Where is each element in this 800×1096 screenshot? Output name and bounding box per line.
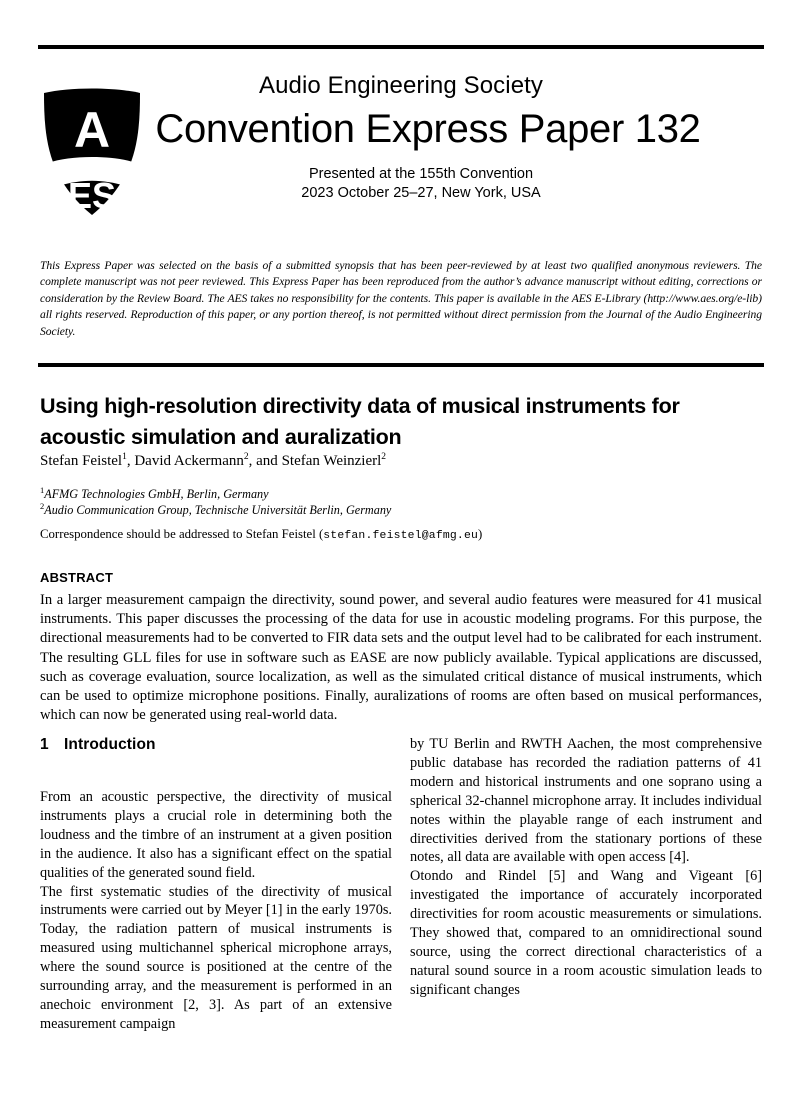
aes-shield-logo-icon [40,87,144,217]
section-heading-introduction [40,735,392,755]
masthead [38,57,764,227]
author-1-sep: , [126,453,135,469]
presented-info [38,165,764,203]
author-1-affil-marker: 1 [122,452,127,462]
page-title: Using high-resolution directivity data of musical instruments for acoustic simulation and auralization [40,394,680,450]
paragraph: Otondo and Rindel [5] and Wang and Vigeant [6] investigated the importance of accurately incorporated directivities for room acoustic measurements or simulations. They showed that, compared to an omnidirectional sound source, using the correct directional characteristics of a natural sound source in a room acoustic simulation leads to significant changes [410,868,762,998]
society-name: Audio Engineering Society [258,72,544,99]
author-1 [40,453,134,469]
section-number: 1 [40,736,49,753]
affiliation-1 [40,484,762,503]
paragraph: The first systematic studies of the directivity of musical instruments were carried out by Meyer [1] in the early 1970s. Today, the radiation pattern of musical instruments is measured using multichannel spherical microphone arrays, where the sound source is positioned at the centre of the surrounding array, and the measurement is performed in an anechoic environment [2, 3]. As part of an extensive measurement campaign [40,883,392,1032]
affiliation-list [40,484,762,518]
disclaimer-text: This Express Paper was selected on the basis of a submitted synopsis that has been peer-reviewed by at least two qualified anonymous reviewers. The complete manuscript was not peer reviewed. This Express Paper has been reproduced from the author’s advance manuscript without editing, corrections or consideration by the Review Board. The AES takes no responsibility for the contents. This paper is available in the AES E-Library (http://www.aes.org/e-lib) all rights reserved. Reproduction of this paper, or any portion thereof, is not permitted without direct permission from the Journal of the Audio Engineering Society. [40,259,762,338]
affiliation-2 [40,500,762,519]
author-3 [282,453,386,469]
affiliation-1-text: AFMG Technologies GmbH, Berlin, Germany [44,487,269,501]
header-rule-top [38,45,764,49]
abstract-heading: ABSTRACT [40,570,114,585]
affiliation-2-text: Audio Communication Group, Technische Universität Berlin, Germany [44,502,392,517]
author-3-name: Stefan Weinzierl [281,453,382,469]
presented-line-1: Presented at the 155th Convention [308,166,534,182]
author-list [40,451,762,471]
affiliation-2-marker: 2 [40,500,45,511]
correspondence-email[interactable]: stefan.feistel@afmg.eu [323,530,479,542]
heading-spacer [40,755,392,788]
author-2-sep: , and [248,453,282,469]
svg-text:A: A [73,102,111,158]
author-2-name: David Ackermann [134,453,244,469]
body-columns [40,735,764,1055]
publication-title: Convention Express Paper 132 [155,107,701,151]
column-left [40,735,392,1055]
correspondence-suffix: ) [478,527,483,541]
paragraph: by TU Berlin and RWTH Aachen, the most comprehensive public database has recorded the radiation patterns of 41 modern and historical instruments and one soprano using a spherical 32-channel microphone array. It includes individual notes within the playable range of each instrument and directivities derived from the stationary portions of these notes, all data are available with open access [4]. [410,736,762,866]
author-1-name: Stefan Feistel [40,453,123,469]
section-title: Introduction [64,736,156,753]
paragraph: From an acoustic perspective, the directivity of musical instruments plays a crucial role in determining both the loudness and the timbre of an instrument at a given position in the audience. It also has a significant effect on the spatial qualities of the generated sound field. [40,789,392,881]
author-2 [134,453,281,469]
correspondence-line [40,526,762,545]
author-3-affil-marker: 2 [381,452,387,462]
abstract-text: In a larger measurement campaign the directivity, sound power, and several audio features were measured for 41 musical instruments. This paper discusses the processing of the data for use in acoustic modeling programs. For this purpose, the directional measurements had to be converted to FIR data sets and the output level had to be calibrated for each instrument. The resulting GLL files for use in software such as EASE are now publicly available. Typical applications are discussed, such as coverage evaluation, source localization, as well as the simulated critical distance of musical instruments, which can be used to optimize microphone positions. Finally, auralizations of rooms are often based on musical performances, which can now be generated using real-world data. [40,592,762,724]
svg-text:ES: ES [67,175,117,216]
affiliation-1-marker: 1 [40,484,45,495]
header-rule-bottom [38,363,764,367]
correspondence-prefix: Correspondence should be addressed to Stefan Feistel ( [40,527,324,541]
author-2-affil-marker: 2 [243,452,249,462]
column-right [410,735,762,1055]
presented-line-2: 2023 October 25–27, New York, USA [301,185,541,201]
